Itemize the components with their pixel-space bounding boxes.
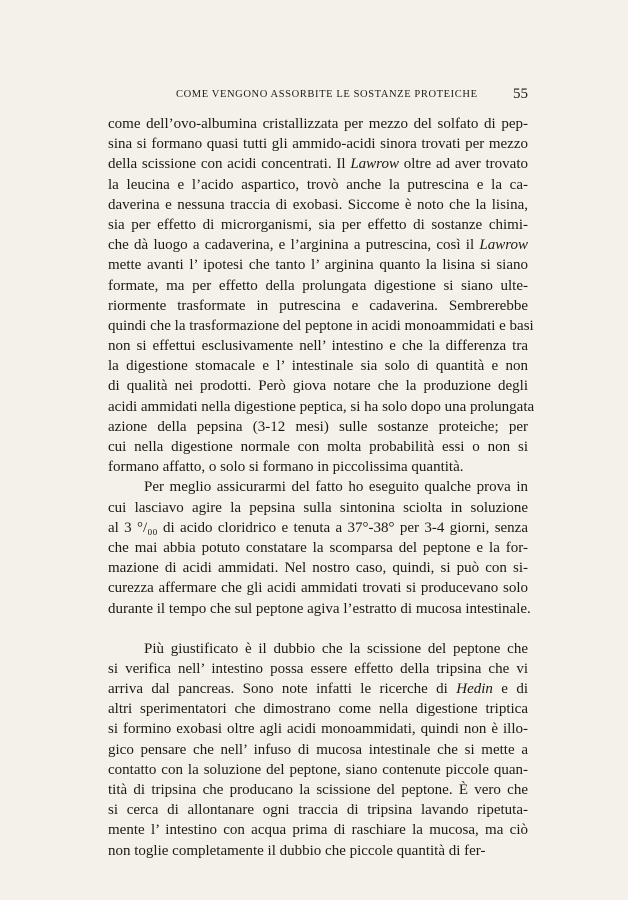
text-segment: non toglie completamente il dubbio che piccole quantità di fer-: [108, 842, 486, 859]
text-segment: della scissione con acidi concentrati. Il: [108, 156, 351, 173]
text-line: [108, 296, 528, 316]
text-segment: si verifica nell’ intestino possa essere effetto della tripsina che vi: [108, 660, 528, 677]
text-segment: cui nella digestione normale con molta probabilità essi o non si: [108, 439, 528, 455]
text-line: [108, 760, 528, 780]
text-segment: gico pensare che nell’ infuso di mucosa intestinale che si mette a: [108, 741, 528, 758]
running-head: [108, 86, 528, 106]
text-line: [108, 114, 528, 134]
text-line: [108, 336, 528, 356]
text-segment: al 3 °/₀₀ di acido cloridrico e tenuta a 37°-38° per 3-4 giorni, senza: [108, 519, 528, 536]
text-segment: di qualità nei prodotti. Però giova notare che la produzione degli: [108, 378, 528, 395]
text-segment: che mai abbia potuto constatare la scomparsa del peptone e la for-: [108, 539, 528, 556]
text-line: [108, 215, 528, 235]
paragraph: [108, 114, 535, 477]
text-line: [108, 558, 528, 578]
text-line: [108, 699, 528, 719]
text-segment: acidi ammidati nella digestione peptica, si ha solo dopo una prolungata: [108, 398, 535, 415]
text-segment: si formino exobasi oltre agli acidi monoammidati, quindi non è illo-: [108, 721, 528, 738]
text-line: [108, 599, 531, 619]
text-segment: la digestione stomacale e l’ intestinale sia solo di quantità e non: [108, 358, 528, 375]
text-segment: che dà luogo a cadaverina, e l’arginina a putrescina, così il: [108, 237, 480, 254]
text-segment: formate, ma per effetto della prolungata digestione si siano ulte-: [108, 277, 528, 294]
text-line: [108, 276, 528, 296]
text-line: [108, 800, 528, 820]
text-segment: daverina e nessuna traccia di exobasi. Siccome è noto che la lisina,: [108, 196, 528, 213]
text-line: [108, 659, 528, 679]
text-segment: formano affatto, o solo si formano in piccolissima quantità.: [108, 459, 464, 476]
text-line: [108, 376, 528, 396]
text-line: [108, 316, 534, 336]
text-line: [108, 457, 528, 477]
text-line: [108, 437, 528, 457]
text-line: [108, 417, 528, 437]
text-line: [108, 841, 528, 861]
text-segment: mazione di acidi ammidati. Nel nostro caso, quindi, si può con si-: [108, 560, 528, 577]
text-line: [108, 477, 528, 497]
text-line: [108, 397, 535, 417]
text-segment: durante il tempo che sul peptone agiva l’estratto di mucosa intestinale.: [108, 600, 531, 617]
text-line: [108, 498, 528, 518]
text-segment: e di: [492, 681, 528, 698]
italic-name: Lawrow: [479, 237, 528, 254]
text-line: [108, 356, 528, 376]
body-text: [108, 114, 535, 861]
text-segment: contatto con la soluzione del peptone, siano contenute piccole quan-: [108, 761, 528, 778]
text-segment: oltre ad aver trovato: [398, 156, 528, 173]
text-line: [108, 255, 528, 275]
paragraph: [108, 639, 528, 861]
text-segment: la leucina e l’acido aspartico, trovò anche la putrescina e la ca-: [108, 176, 528, 193]
text-line: [108, 740, 528, 760]
text-line: [108, 154, 528, 174]
text-segment: azione della pepsina (3-12 mesi) sulle sostanze proteiche; per: [108, 418, 528, 435]
text-line: [108, 780, 528, 800]
text-segment: si cerca di allontanare ogni traccia di tripsina lavando ripetuta-: [108, 802, 528, 819]
text-line: [108, 518, 528, 538]
italic-name: Lawrow: [350, 156, 399, 173]
text-segment: quindi che la trasformazione del peptone in acidi monoammidati e basi: [108, 317, 534, 334]
text-segment: riormente trasformate in putrescina e cadaverina. Sembrerebbe: [108, 297, 528, 314]
text-segment: sia per effetto di microrganismi, sia per effetto di sostanze chimi-: [108, 216, 528, 233]
text-segment: sina si formano quasi tutti gli ammido-acidi sinora trovati per mezzo: [108, 136, 528, 153]
text-line: [108, 719, 528, 739]
text-line: [108, 538, 528, 558]
paragraph-gap: [108, 619, 528, 639]
text-segment: Più giustificato è il dubbio che la scissione del peptone che: [144, 640, 528, 657]
text-segment: altri sperimentatori che dimostrano come nella digestione triptica: [108, 701, 528, 718]
text-line: [108, 134, 528, 154]
text-segment: curezza affermare che gli acidi ammidati trovati si producevano solo: [108, 580, 528, 597]
text-line: [108, 679, 528, 699]
text-line: [108, 578, 528, 598]
text-segment: mette avanti l’ ipotesi che tanto l’ arginina quanto la lisina si siano: [108, 257, 528, 274]
text-line: [108, 195, 528, 215]
italic-name: Hedin: [456, 681, 493, 698]
text-line: [108, 175, 528, 195]
page-number: 55: [513, 86, 528, 102]
text-segment: cui lasciavo agire la pepsina sulla sintonina sciolta in soluzione: [108, 499, 528, 516]
text-segment: non si effettui esclusivamente nell’ intestino e che la differenza tra: [108, 338, 528, 355]
text-line: [108, 235, 528, 255]
text-line: [108, 820, 528, 840]
text-line: [108, 639, 528, 659]
text-segment: mente l’ intestino con acqua prima di raschiare la mucosa, ma ciò: [108, 822, 528, 839]
paragraph: [108, 477, 531, 618]
text-segment: come dell’ovo-albumina cristallizzata per mezzo del solfato di pep-: [108, 116, 528, 132]
text-segment: arriva dal pancreas. Sono note infatti le ricerche di: [108, 681, 457, 698]
text-segment: tità di tripsina che producano la scissione del peptone. È vero che: [108, 782, 528, 798]
text-segment: Per meglio assicurarmi del fatto ho eseguito qualche prova in: [144, 479, 528, 496]
running-title: COME VENGONO ASSORBITE LE SOSTANZE PROTEICHE: [176, 89, 478, 100]
